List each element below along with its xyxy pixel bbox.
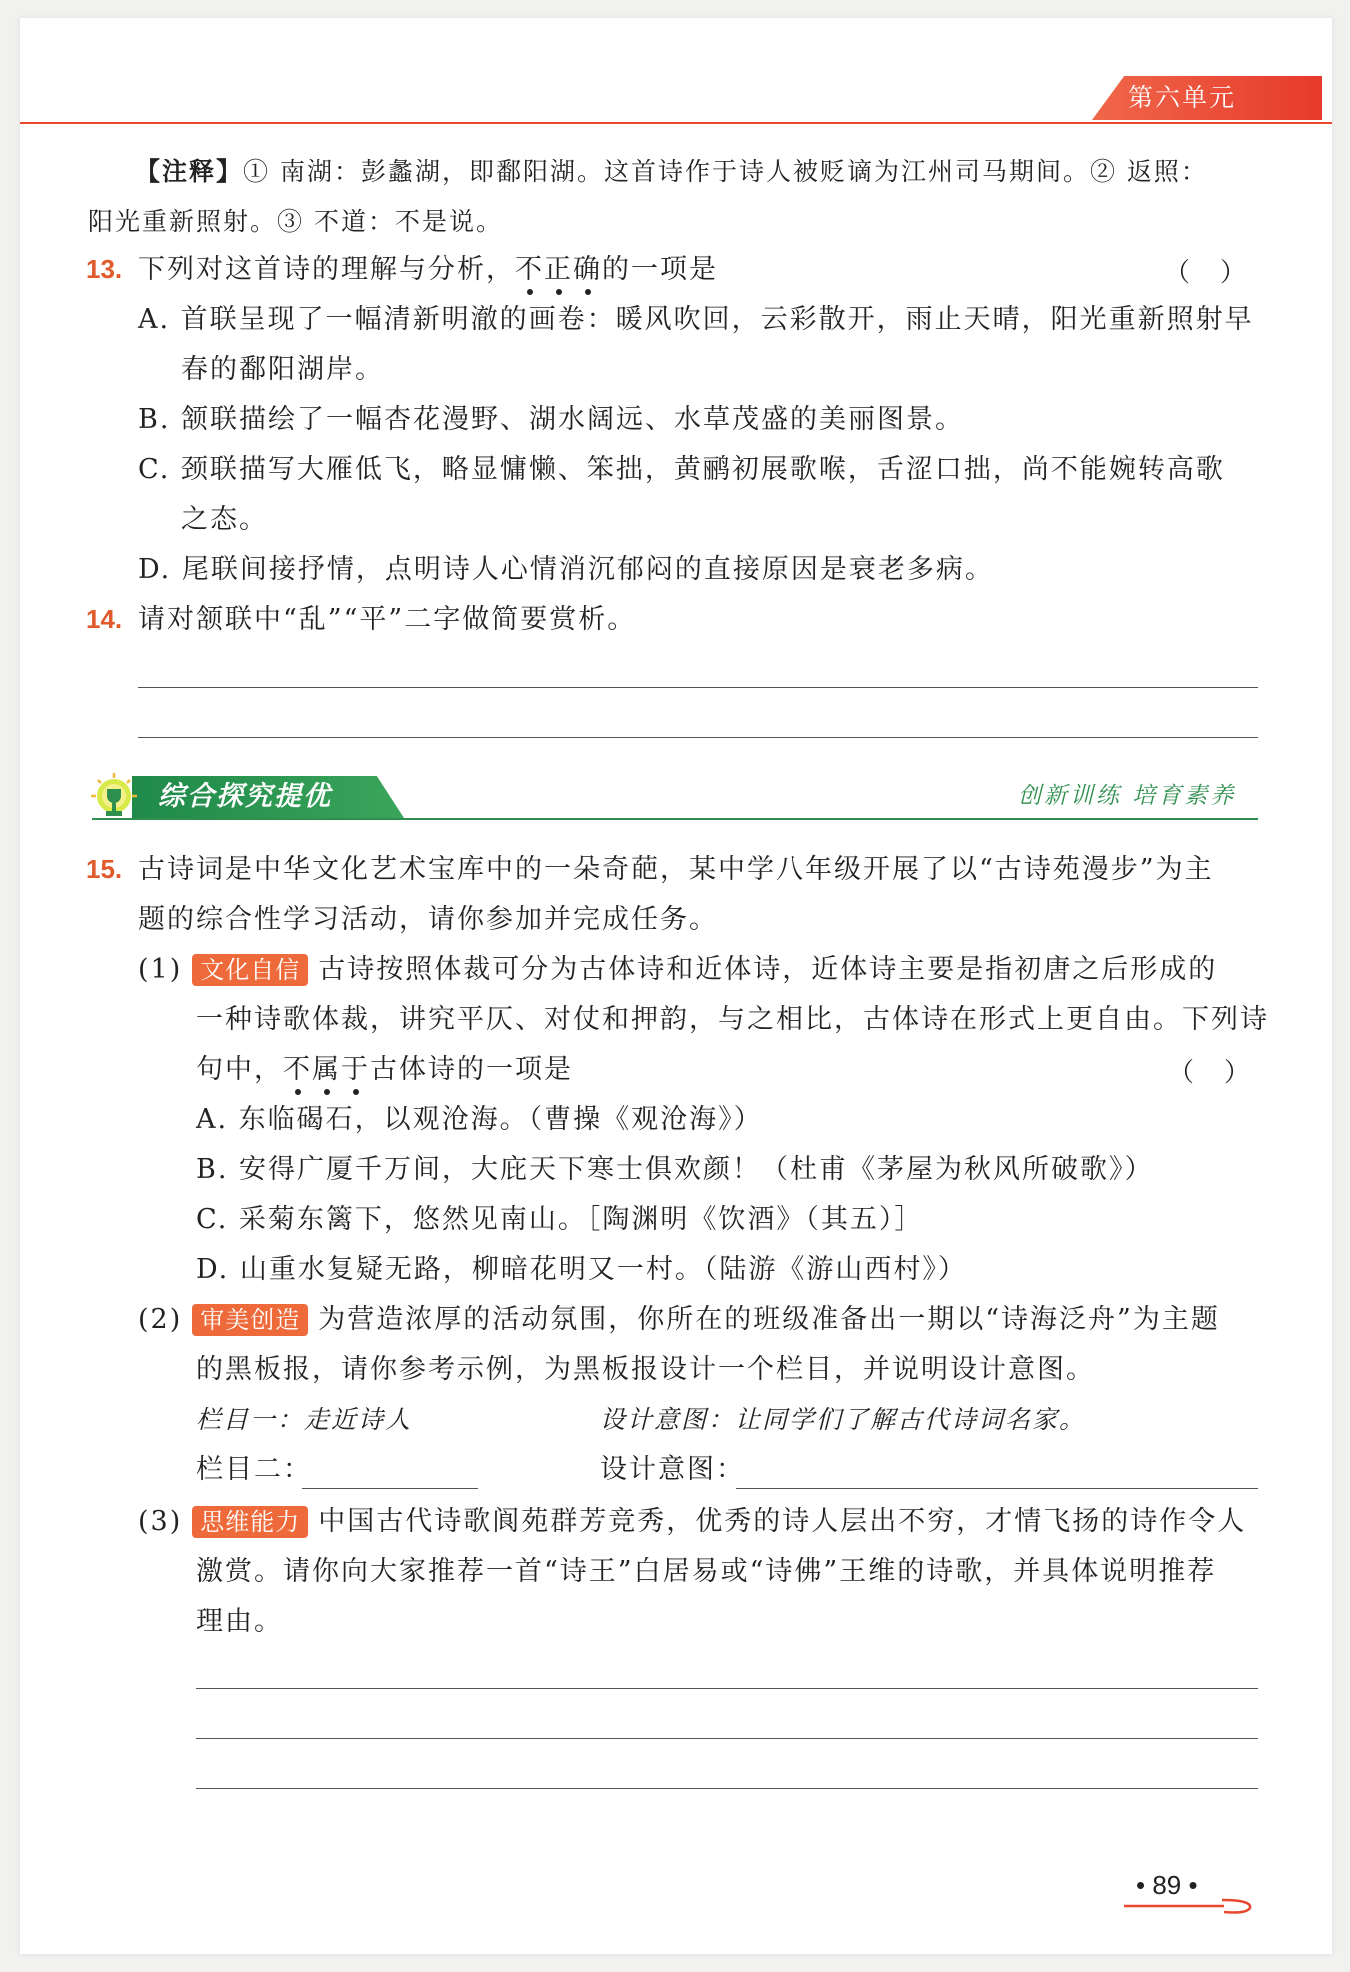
intent-two-label: 设计意图：: [600, 1454, 745, 1485]
q13-option-b: B. 颔联描绘了一幅杏花漫野、湖水阔远、水草茂盛的美丽图景。: [138, 404, 965, 435]
page-swoosh: [1124, 1896, 1254, 1916]
notes-label: 【注释】: [135, 157, 244, 186]
q15-part3: [138, 1504, 1246, 1540]
part-number: (3): [138, 1506, 183, 1537]
q15-part3-text-2: 激赏。请你向大家推荐一首“诗王”白居易或“诗佛”王维的诗歌，并具体说明推荐: [196, 1556, 1217, 1587]
unit-label: 第六单元: [1128, 83, 1237, 112]
q15-part2: [138, 1302, 1220, 1338]
q15-part1-text-1: 古诗按照体裁可分为古体诗和近体诗，近体诗主要是指初唐之后形成的: [318, 954, 1218, 985]
q15-part1-option-c: C. 采菊东篱下，悠然见南山。［陶渊明《饮酒》（其五）］: [196, 1204, 924, 1235]
q15-part1-answer-bracket[interactable]: （）: [1168, 1058, 1281, 1088]
q15-part3-text-1: 中国古代诗歌阆苑群芳竞秀，优秀的诗人层出不穷，才情飞扬的诗作令人: [318, 1506, 1247, 1537]
header-rule: [20, 122, 1332, 124]
q13-stem: [138, 252, 718, 288]
section-title: 综合探究提优: [158, 781, 332, 812]
intent-two-answer-line[interactable]: [736, 1488, 1258, 1489]
q13-option-d: D. 尾联间接抒情，点明诗人心情消沉郁闷的直接原因是衰老多病。: [138, 554, 994, 585]
q15-part3-answer-line[interactable]: [196, 1738, 1258, 1739]
q15-stem-1: 古诗词是中华文化艺术宝库中的一朵奇葩，某中学八年级开展了以“古诗苑漫步”为主: [138, 854, 1214, 885]
emphasis-char: 正: [544, 254, 573, 285]
notes-line-1: [135, 154, 1208, 190]
notes-text-1: ① 南湖：彭蠡湖，即鄱阳湖。这首诗作于诗人被贬谪为江州司马期间。② 返照：: [243, 157, 1208, 186]
page-number: • 89 •: [1136, 1870, 1198, 1900]
part-number: (2): [138, 1304, 183, 1335]
q15-part1-text: 句中，: [196, 1054, 283, 1085]
q13-stem-text: 的一项是: [602, 254, 718, 285]
q13-option-c-cont: 之态。: [181, 504, 268, 535]
tag-badge: 审美创造: [192, 1304, 308, 1336]
q15-part1-text-2: 一种诗歌体裁，讲究平仄、对仗和押韵，与之相比，古体诗在形式上更自由。下列诗: [196, 1004, 1269, 1035]
emphasis-char: 确: [573, 254, 602, 285]
q13-option-c: C. 颈联描写大雁低飞，略显慵懒、笨拙，黄鹂初展歌喉，舌涩口拙，尚不能婉转高歌: [138, 454, 1225, 485]
q15-part1-option-b: B. 安得广厦千万间，大庇天下寒士俱欢颜！（杜甫《茅屋为秋风所破歌》）: [196, 1154, 1154, 1185]
q15-part3-answer-line[interactable]: [196, 1688, 1258, 1689]
q15-part2-text-1: 为营造浓厚的活动氛围，你所在的班级准备出一期以“诗海泛舟”为主题: [318, 1304, 1220, 1335]
q15-part1-option-d: D. 山重水复疑无路，柳暗花明又一村。（陆游《游山西村》）: [196, 1254, 967, 1285]
section-subtitle: 创新训练 培育素养: [1018, 783, 1237, 809]
q13-stem-text: 下列对这首诗的理解与分析，: [138, 254, 515, 285]
tag-badge: 思维能力: [192, 1506, 308, 1538]
q15-stem-2: 题的综合性学习活动，请你参加并完成任务。: [138, 904, 718, 935]
q15-part1-option-a: A. 东临碣石，以观沧海。（曹操《观沧海》）: [196, 1104, 763, 1135]
q14-answer-line[interactable]: [138, 737, 1258, 738]
q13-option-a-cont: 春的鄱阳湖岸。: [181, 354, 384, 385]
q15-part3-answer-line[interactable]: [196, 1788, 1258, 1789]
trophy-icon: [86, 772, 142, 824]
q14-number: 14.: [86, 604, 123, 634]
tag-badge: 文化自信: [192, 954, 308, 986]
q14-stem: 请对颔联中“乱”“平”二字做简要赏析。: [138, 604, 637, 635]
q15-part1-text: 古体诗的一项是: [370, 1054, 573, 1085]
q15-number: 15.: [86, 854, 123, 884]
q15-part3-text-3: 理由。: [196, 1606, 283, 1637]
q15-part2-text-2: 的黑板报，请你参考示例，为黑板报设计一个栏目，并说明设计意图。: [196, 1354, 1095, 1385]
column-two-label: 栏目二：: [196, 1454, 312, 1485]
emphasis-char: 属: [312, 1054, 341, 1085]
intent-one: 设计意图：让同学们了解古代诗词名家。: [600, 1405, 1087, 1434]
q13-answer-bracket[interactable]: （）: [1164, 258, 1277, 288]
column-two-answer-line[interactable]: [302, 1488, 478, 1489]
emphasis-char: 不: [515, 254, 544, 285]
emphasis-char: 于: [341, 1054, 370, 1085]
q15-part1: [138, 952, 1217, 988]
column-one: 栏目一：走近诗人: [196, 1405, 413, 1434]
q15-part1-text-3: [196, 1052, 573, 1088]
part-number: (1): [138, 954, 183, 985]
section-rule: [92, 818, 1258, 820]
q13-number: 13.: [86, 254, 123, 284]
q13-option-a: A. 首联呈现了一幅清新明澈的画卷：暖风吹回，云彩散开，雨止天晴，阳光重新照射早: [138, 304, 1254, 335]
notes-line-2: 阳光重新照射。③ 不道：不是说。: [88, 207, 503, 236]
emphasis-char: 不: [283, 1054, 312, 1085]
q14-answer-line[interactable]: [138, 687, 1258, 688]
